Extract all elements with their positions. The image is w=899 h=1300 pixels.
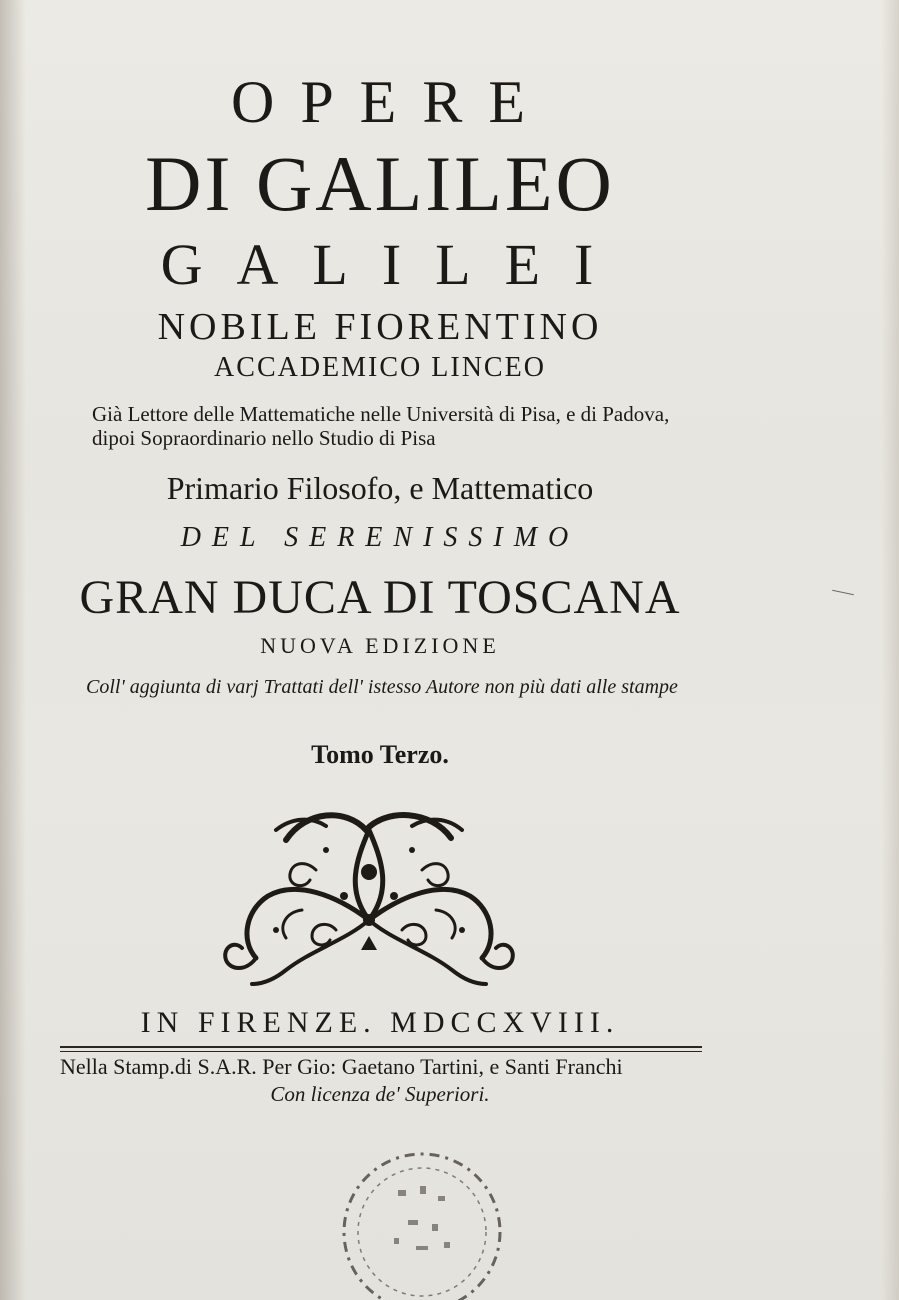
title-galilei: GALILEI [160, 232, 628, 297]
library-stamp-icon [328, 1138, 516, 1300]
edition-note: Coll' aggiunta di varj Trattati dell' istesso Autore non più dati alle stampe [86, 676, 678, 698]
subtitle-nobile-fiorentino: NOBILE FIORENTINO [157, 306, 603, 348]
patron-title: GRAN DUCA DI TOSCANA [79, 571, 681, 624]
imprint-licence: Con licenza de' Superiori. [270, 1082, 490, 1106]
volume-label: Tomo Terzo. [311, 740, 449, 769]
author-position: Primario Filosofo, e Mattematico [166, 470, 594, 506]
patron-line: DEL SERENISSIMO [180, 522, 580, 553]
printer-ornament-icon [216, 800, 522, 992]
margin-mark [832, 590, 854, 596]
subtitle-accademico-linceo: ACCADEMICO LINCEO [214, 352, 546, 383]
imprint-printer: Nella Stamp.di S.A.R. Per Gio: Gaetano Tartini, e Santi Franchi [60, 1054, 623, 1079]
title-opere: OPERE [230, 69, 552, 135]
imprint-rule [60, 1046, 702, 1048]
edition-label: NUOVA EDIZIONE [260, 633, 500, 658]
title-di-galileo: DI GALILEO [145, 140, 615, 227]
author-credentials: Già Lettore delle Mattematiche nelle Università di Pisa, e di Padova, dipoi Sopraordinario nello Studio di Pisa [92, 402, 670, 450]
imprint-place-date: IN FIRENZE. MDCCXVIII. [140, 1006, 620, 1039]
imprint-rule-thin [60, 1051, 702, 1052]
